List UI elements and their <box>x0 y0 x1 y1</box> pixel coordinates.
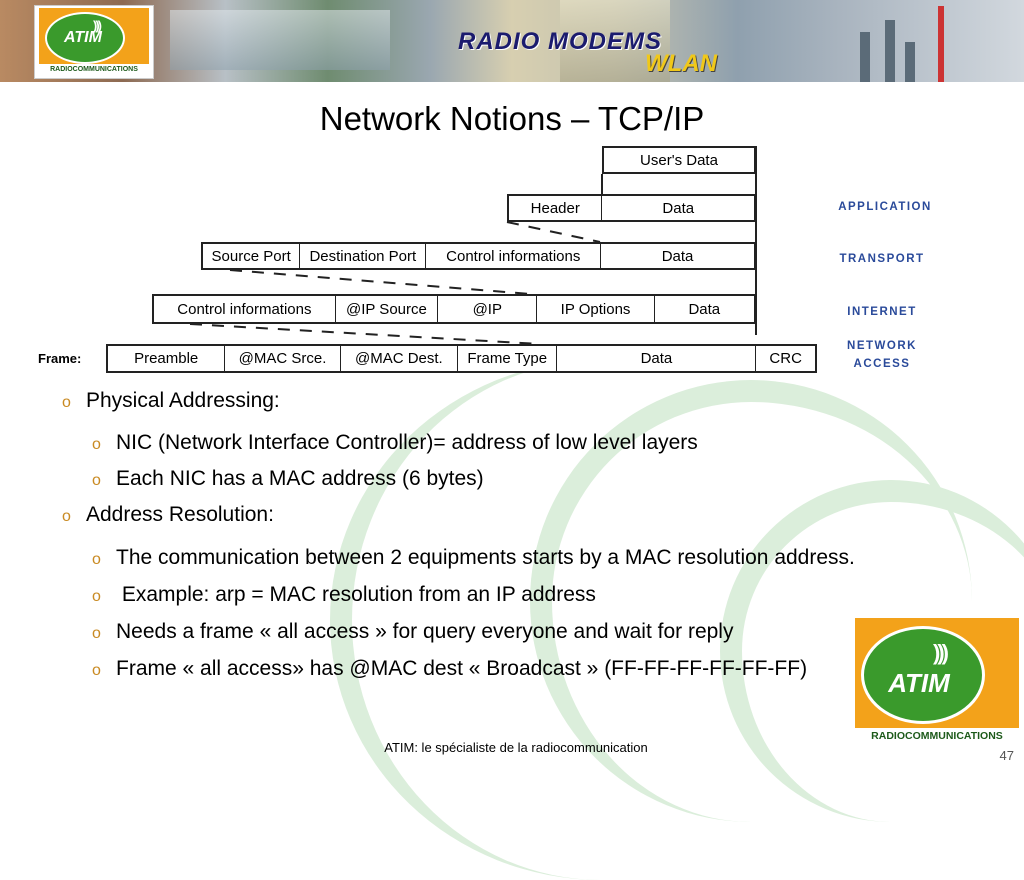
logo-subtitle: RADIOCOMMUNICATIONS <box>50 66 138 73</box>
bullet-frame-all-access <box>92 657 807 681</box>
layer-network-access-1: NETWORK <box>847 340 917 352</box>
banner-subtitle: WLAN <box>645 50 717 77</box>
users-data-label: User's Data <box>640 151 718 169</box>
banner-tower <box>905 42 915 82</box>
application-data-cell: Data <box>662 199 695 217</box>
ip-source-cell: @IP Source <box>336 296 438 322</box>
atim-logo <box>855 618 1019 748</box>
bullet-nic <box>92 431 698 455</box>
bullet-example <box>92 583 596 607</box>
bullet-marker: o <box>92 588 101 605</box>
destination-port-cell: Destination Port <box>300 244 426 268</box>
slide-title: Network Notions – TCP/IP <box>319 100 705 137</box>
bullet-text: Needs a frame « all access » for query everyone and wait for reply <box>116 620 734 643</box>
bullet-physical-addressing <box>62 389 280 413</box>
logo-text: ATIM <box>64 29 102 46</box>
layer-application: APPLICATION <box>838 201 932 213</box>
logo-subtitle: RADIOCOMMUNICATIONS <box>871 730 1003 742</box>
bullet-address-resolution <box>62 503 274 527</box>
bullet-text: Each NIC has a MAC address (6 bytes) <box>116 467 484 490</box>
banner-train-image <box>170 10 390 70</box>
preamble-cell: Preamble <box>108 346 225 371</box>
bullet-needs-frame <box>92 620 733 644</box>
bullet-text: Address Resolution: <box>86 503 274 526</box>
bullet-text: NIC (Network Interface Controller)= address of low level layers <box>116 431 698 454</box>
banner-chimney <box>938 6 944 82</box>
layer-network-access-2: ACCESS <box>853 358 911 370</box>
internet-data-cell: Data <box>688 300 721 318</box>
application-row <box>507 194 756 222</box>
application-header-cell: Header <box>509 196 602 220</box>
dashed-guide-line <box>507 222 600 242</box>
frame-label: Frame: <box>38 351 82 366</box>
layer-internet: INTERNET <box>847 306 917 318</box>
mac-dest-cell: @MAC Dest. <box>341 346 458 371</box>
users-data-box <box>602 146 756 174</box>
header-banner <box>0 0 1024 82</box>
layer-transport: TRANSPORT <box>839 253 925 265</box>
frame-row <box>106 344 817 373</box>
banner-tower <box>885 20 895 82</box>
banner-tower <box>860 32 870 82</box>
bullet-marker: o <box>62 508 71 525</box>
bullet-text: Example: arp = MAC resolution from an IP address <box>116 583 596 606</box>
bullet-communication <box>92 546 855 570</box>
bullet-text: The communication between 2 equipments starts by a MAC resolution address. <box>116 546 855 569</box>
bullet-marker: o <box>92 662 101 679</box>
internet-row <box>152 294 756 324</box>
dashed-guide-line <box>190 324 540 344</box>
radio-waves-icon: ))) <box>933 640 946 665</box>
banner-title: RADIO MODEMS <box>458 28 662 55</box>
ip-options-cell: IP Options <box>537 296 654 322</box>
crc-cell: CRC <box>769 350 802 367</box>
source-port-cell: Source Port <box>203 244 300 268</box>
transport-control-cell: Control informations <box>426 244 601 268</box>
bullet-marker: o <box>92 472 101 489</box>
internet-control-cell: Control informations <box>154 296 336 322</box>
frame-type-cell: Frame Type <box>458 346 557 371</box>
bullet-marker: o <box>92 551 101 568</box>
bullet-marker: o <box>62 394 71 411</box>
bullet-text: Physical Addressing: <box>86 389 280 412</box>
mac-source-cell: @MAC Srce. <box>225 346 340 371</box>
radio-waves-icon: ))) <box>93 18 100 33</box>
page-number: 47 <box>999 748 1014 763</box>
ip-cell: @IP <box>438 296 537 322</box>
logo-text: ATIM <box>888 668 950 698</box>
bullet-text: Frame « all access» has @MAC dest « Broadcast » (FF-FF-FF-FF-FF-FF) <box>116 657 808 680</box>
frame-data-cell: Data <box>557 346 756 371</box>
transport-data-cell: Data <box>661 247 694 265</box>
dashed-guide-line <box>230 270 530 294</box>
transport-row <box>201 242 756 270</box>
atim-logo-small <box>34 5 154 79</box>
bullet-marker: o <box>92 625 101 642</box>
bullet-marker: o <box>92 436 101 453</box>
bullet-each-nic <box>92 467 484 491</box>
footer-text: ATIM: le spécialiste de la radiocommunication <box>384 740 648 755</box>
